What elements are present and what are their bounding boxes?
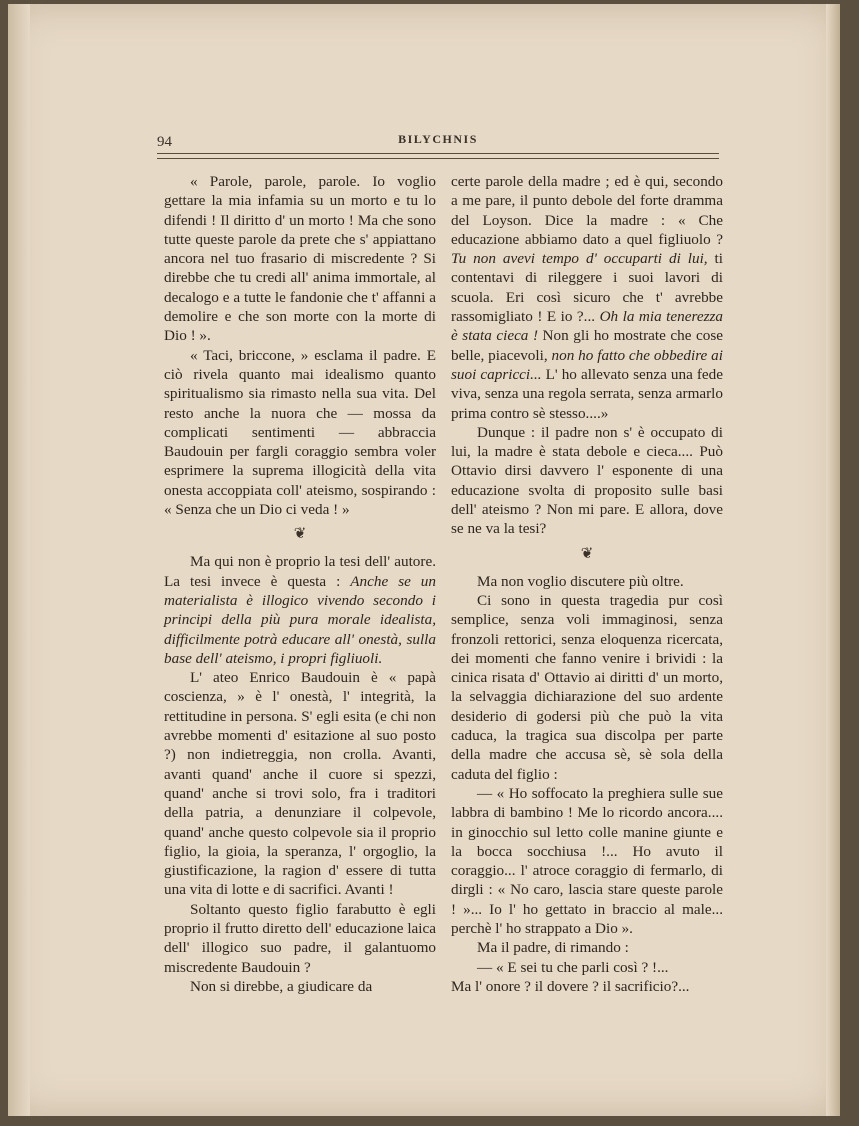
right-paragraph-2: Dunque : il padre non s' è occupato di lui, la madre è stata debole e cieca.... Può Ottavio dirsi davvero l' esponente di una educazione svolta di proposito sulle basi dell' ateismo ? Non mi pare. E allora, dove se ne va la tesi? [451, 423, 723, 538]
left-paragraph-6: Non si direbbe, a giudicare da [190, 977, 373, 995]
page-edge-shadow [826, 4, 840, 1116]
section-ornament-2: ❦ [580, 545, 594, 562]
right-column [451, 172, 723, 996]
right-paragraph-1: certe parole della madre ; ed è qui, secondo a me pare, il punto debole del forte dramma del Loyson. Dice la madre : « Che educazione abbiamo dato a quel figliuolo ? Tu non avevi tempo d' occuparti di lui, ti contentavi di rileggere i suoi lavori di scuola. Eri così sicuro che t' avrebbe rassomigliato ! E io ?... Oh la mia tenerezza è stata cieca ! Non gli ho mostrate che cose belle, piacevoli, non ho fatto che obbedire ai suoi capricci... L' ho allevato senza una fede viva, senza una regola serrata, senza armarlo prima contro sè stesso....» [451, 173, 724, 422]
left-column [164, 172, 436, 996]
left-paragraph-2: « Taci, briccone, » esclama il padre. E ciò rivela quanto mai idealismo quanto spiritualismo sia rimasto nella sua vita. Del resto anche la nuora che — mossa da complicati sentimenti — abbraccia Baudouin per fargli coraggio sembra voler esprimere la suprema illogicità della vita onesta accoppiata coll' ateismo, sospirando : « Senza che un Dio ci veda ! » [164, 346, 436, 519]
left-paragraph-1: « Parole, parole, parole. Io voglio gettare la mia infamia su un morto e tu lo difendi ! Il diritto d' un morto ! Ma che sono tutte queste parole da prete che s' appiattano ancora nel tuo frasario di miscredente ? Si direbbe che tu credi all' anima immortale, al decalogo e a tutte le fandonie che t' affanni a demolire e che son morte con la morte di Dio ! ». [164, 173, 436, 345]
section-ornament: ❦ [293, 526, 307, 543]
page-header [157, 130, 719, 152]
right-paragraph-7: — « E sei tu che parli così ? !... [477, 958, 669, 976]
page-number: 94 [157, 134, 172, 150]
left-paragraph-4: L' ateo Enrico Baudouin è « papà coscienza, » è l' onestà, l' integrità, la rettitudine in persona. S' egli esita (e chi non avrebbe momenti d' esitazione al suo posto ?) non indietreggia, non crolla. Avanti, avanti quand' anche il cuore si spezzi, quand' anche si trovi solo, fra i traditori della patria, a denunziare il colpevole, quand' anche questo colpevole sia il proprio figlio, la gioia, la speranza, l' orgoglio, la giustificazione, la ragion d' essere di tutta una vita di lotte e di sacrifici. Avanti ! [164, 669, 436, 899]
right-paragraph-5: — « Ho soffocato la preghiera sulle sue labbra di bambino ! Me lo ricordo ancora.... in ginocchio sul letto colle manine giunte e la bocca socchiusa !... Ho avuto il coraggio... l' atroce coraggio di fermarlo, di dirgli : « No caro, lascia stare queste parole ! »... Io l' ho gettato in braccio al male... perchè l' ho strappato a Dio ». [451, 784, 723, 937]
left-paragraph-5: Soltanto questo figlio farabutto è egli proprio il frutto diretto dell' educazione laica dell' illogico suo padre, il galantuomo miscredente Baudouin ? [164, 900, 436, 976]
right-paragraph-6: Ma il padre, di rimando : [477, 939, 629, 957]
page-spine-shadow [8, 4, 30, 1116]
running-title: BILYCHNIS [398, 132, 478, 146]
right-paragraph-3: Ma non voglio discutere più oltre. [477, 572, 684, 590]
left-paragraph-3: Ma qui non è proprio la tesi dell' autore. La tesi invece è questa : Anche se un materialista è illogico vivendo secondo i principi della più pura morale idealista, difficilmente potrà educare all' onestà, sulla base dell' ateismo, i propri figliuoli. [164, 553, 436, 667]
header-rule [157, 153, 719, 159]
right-paragraph-4: Ci sono in questa tragedia pur così semplice, senza voli immaginosi, senza fronzoli rettorici, senza eloquenza ricercata, dei momenti che fanno venire i brividi : la cinica risata d' Ottavio ai diritti d' un morto, la selvaggia dichiarazione del suo ardente desiderio di godersi più che può la vita caduca, la tragica sua discolpa per parte della madre che accusa sè, sè sola della caduta del figlio : [451, 591, 723, 783]
right-paragraph-8: Ma l' onore ? il dovere ? il sacrificio?... [451, 977, 690, 995]
